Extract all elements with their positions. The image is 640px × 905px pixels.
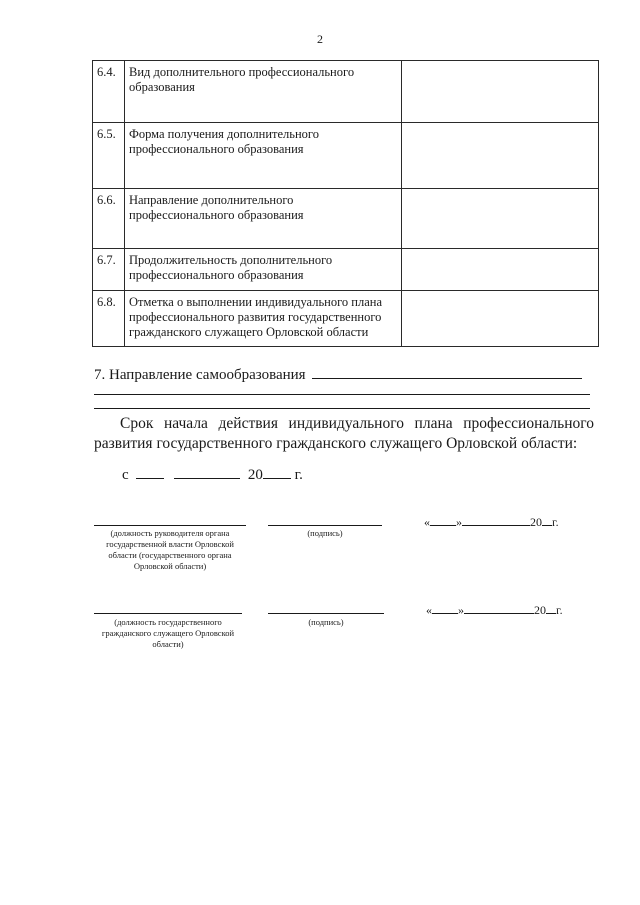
row-number: 6.4. [93, 61, 125, 123]
date-suffix: г. [552, 515, 559, 529]
date-quote-open: « [424, 515, 430, 529]
row-value-cell[interactable] [402, 249, 599, 291]
start-day-blank[interactable] [136, 466, 164, 479]
row-number: 6.8. [93, 291, 125, 347]
row-label: Отметка о выполнении индивидуального плана профессионального развития государственного гражданского служащего Орловской области [125, 291, 402, 347]
start-month-blank[interactable] [174, 466, 240, 479]
row-label: Форма получения дополнительного профессионального образования [125, 123, 402, 189]
employee-position-caption: (должность государственного гражданского служащего Орловской области) [101, 617, 235, 649]
self-education-line-2[interactable] [94, 394, 590, 395]
date-quote-close: » [458, 603, 464, 617]
head-position-caption: (должность руководителя органа государственной власти Орловской области (государственного органа Орловской области) [106, 528, 234, 571]
employee-date-month-blank[interactable] [464, 601, 534, 614]
employee-date-year-blank[interactable] [546, 601, 556, 614]
start-date-suffix: г. [294, 467, 303, 483]
row-label: Направление дополнительного профессионального образования [125, 189, 402, 249]
row-value-cell[interactable] [402, 189, 599, 249]
row-number: 6.6. [93, 189, 125, 249]
start-year-blank[interactable] [263, 466, 291, 479]
table-row [93, 189, 599, 249]
table-row [93, 249, 599, 291]
date-year-prefix: 20 [534, 603, 546, 617]
table-row [93, 291, 599, 347]
page-number: 2 [317, 32, 323, 46]
table-row [93, 61, 599, 123]
row-label: Продолжительность дополнительного профессионального образования [125, 249, 402, 291]
head-signature-line[interactable] [268, 525, 382, 526]
row-number: 6.7. [93, 249, 125, 291]
period-paragraph [94, 414, 594, 454]
row-value-cell[interactable] [402, 123, 599, 189]
table-row [93, 123, 599, 189]
row-value-cell[interactable] [402, 61, 599, 123]
head-position-line[interactable] [94, 525, 246, 526]
head-date-year-blank[interactable] [542, 513, 552, 526]
employee-signature-line[interactable] [268, 613, 384, 614]
start-year-prefix: 20 [247, 467, 263, 483]
plan-table [92, 60, 599, 347]
section-7-line [94, 364, 582, 384]
date-suffix: г. [556, 603, 563, 617]
head-signature-caption: (подпись) [307, 528, 343, 538]
self-education-line-3[interactable] [94, 408, 590, 409]
head-date-month-blank[interactable] [462, 513, 530, 526]
employee-position-line[interactable] [94, 613, 242, 614]
start-date-line [122, 466, 303, 484]
head-date-day-blank[interactable] [430, 513, 456, 526]
date-year-prefix: 20 [530, 515, 542, 529]
period-text: Срок начала действия индивидуального плана профессионального развития государственного гражданского служащего Орловской области: [94, 415, 594, 452]
row-number: 6.5. [93, 123, 125, 189]
head-date [424, 513, 559, 530]
self-education-field[interactable] [312, 364, 582, 379]
employee-date [426, 601, 563, 618]
section-7-label: 7. Направление самообразования [94, 367, 306, 383]
row-label: Вид дополнительного профессионального образования [125, 61, 402, 123]
employee-date-day-blank[interactable] [432, 601, 458, 614]
row-value-cell[interactable] [402, 291, 599, 347]
employee-signature-caption: (подпись) [308, 617, 344, 627]
date-quote-open: « [426, 603, 432, 617]
date-quote-close: » [456, 515, 462, 529]
start-date-prefix: с [122, 467, 129, 483]
